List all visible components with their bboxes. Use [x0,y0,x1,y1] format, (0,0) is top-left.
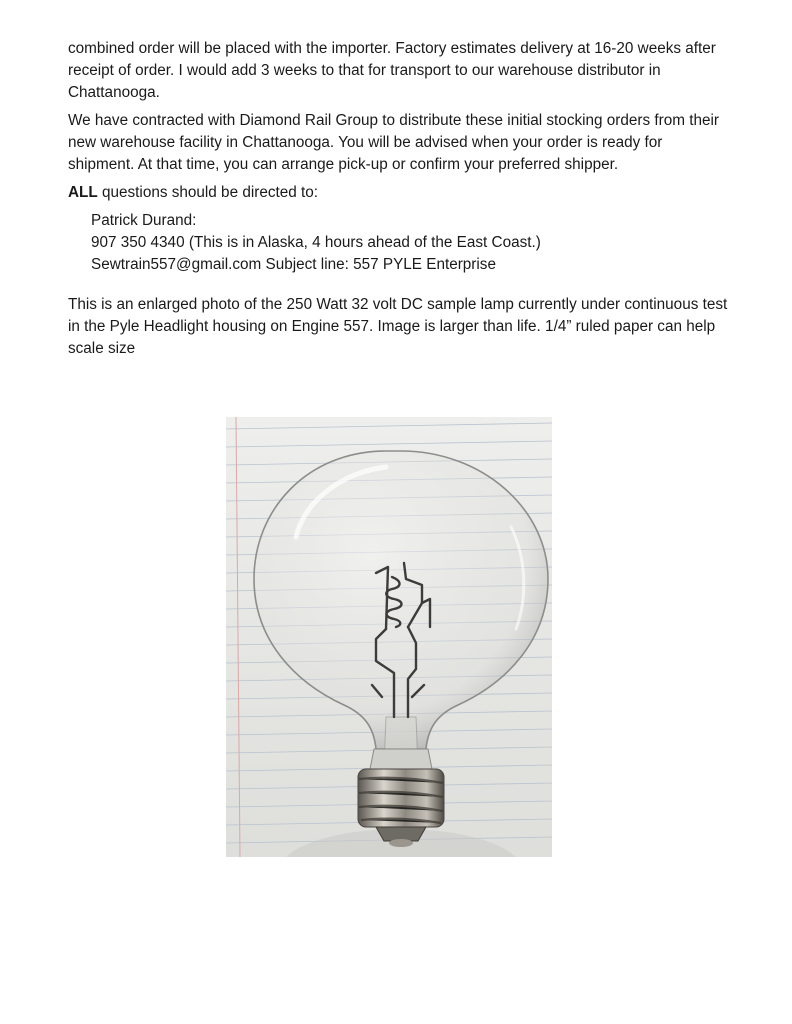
questions-text: questions should be directed to: [97,184,319,201]
paragraph-questions [68,182,728,204]
contact-phone: 907 350 4340 (This is in Alaska, 4 hours ahead of the East Coast.) [91,234,541,251]
contact-name: Patrick Durand: [91,212,197,229]
lamp-photo [226,417,552,857]
photo-caption: This is an enlarged photo of the 250 Watt 32 volt DC sample lamp currently under continuous test in the Pyle Headlight housing on Engine 557. Image is larger than life. 1/4” ruled paper can help scale size [68,296,728,357]
questions-emphasis: ALL [68,184,98,201]
contact-block [91,210,728,276]
paragraph-delivery: combined order will be placed with the importer. Factory estimates delivery at 16-20 weeks after receipt of order. I would add 3 weeks to that for transport to our warehouse distributor in Chattanooga. [68,40,716,101]
paragraph-distribution: We have contracted with Diamond Rail Group to distribute these initial stocking orders from their new warehouse facility in Chattanooga. You will be advised when your order is ready for shipment. At that time, you can arrange pick-up or confirm your preferred shipper. [68,112,719,173]
document-body [68,38,728,360]
lamp-illustration [226,417,552,857]
contact-email: Sewtrain557@gmail.com Subject line: 557 PYLE Enterprise [91,256,496,273]
